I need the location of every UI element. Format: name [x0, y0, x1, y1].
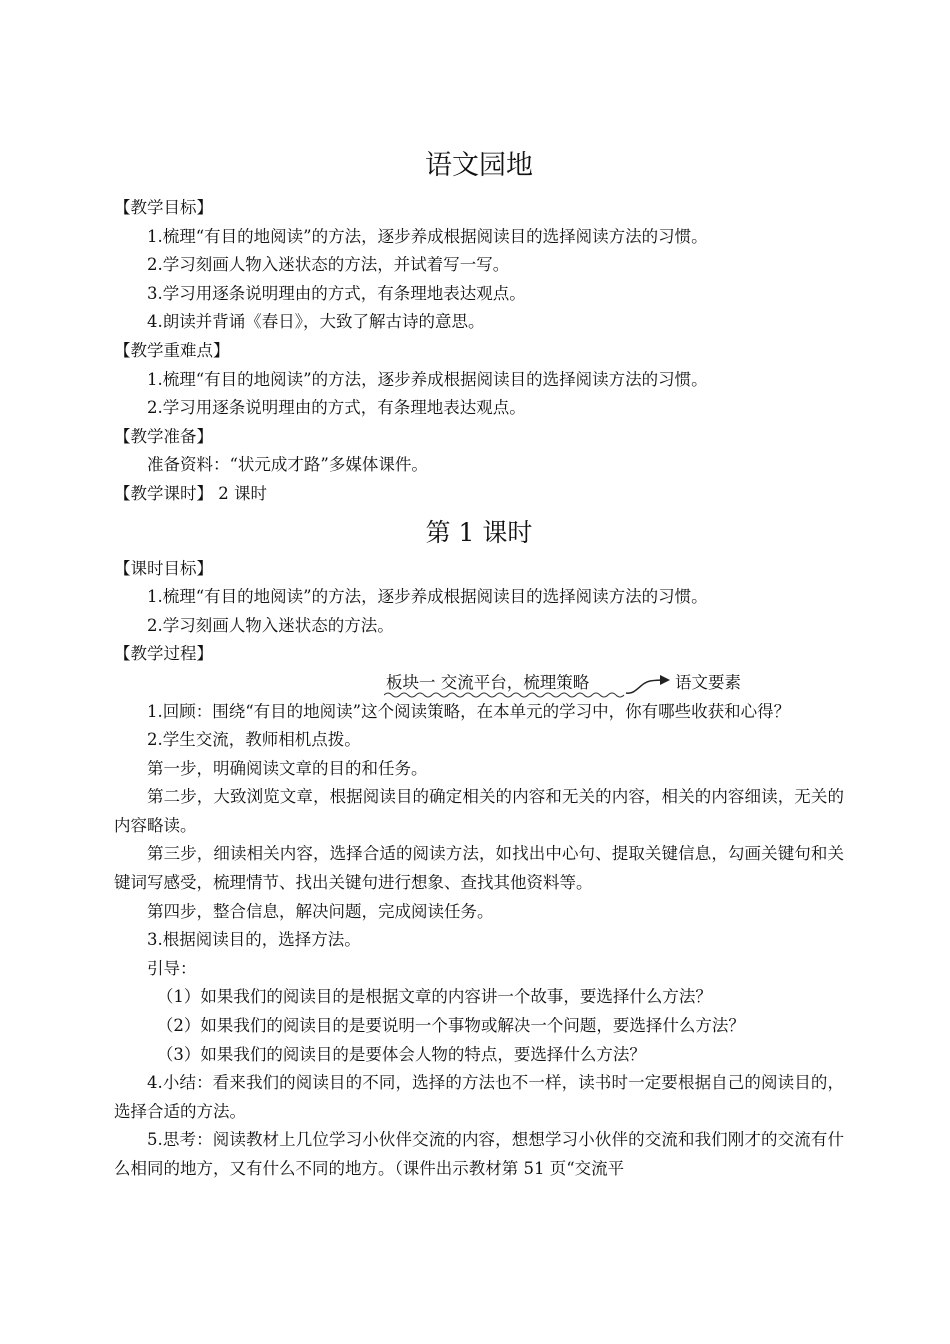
goal-item: 1.梳理“有目的地阅读”的方法，逐步养成根据阅读目的选择阅读方法的习惯。 — [147, 226, 708, 246]
process-paragraph: 第四步，整合信息，解决问题，完成阅读任务。 — [147, 901, 494, 921]
goal-item: 2.学习刻画人物入迷状态的方法，并试着写一写。 — [147, 255, 510, 275]
question-item: （1）如果我们的阅读目的是根据文章的内容讲一个故事，要选择什么方法？ — [156, 987, 712, 1007]
section-heading: 【课时目标】 — [114, 558, 213, 578]
process-paragraph: 1.回顾：围绕“有目的地阅读”这个阅读策略，在本单元的学习中，你有哪些收获和心得？ — [147, 701, 791, 721]
process-paragraph: 第三步，细读相关内容，选择合适的阅读方法，如找出中心句、提取关键信息，勾画关键句和关键词写感受，梳理情节、找出关键句进行想象、查找其他资料等。 — [114, 844, 844, 893]
question-item: （3）如果我们的阅读目的是要体会人物的特点，要选择什么方法？ — [156, 1044, 646, 1064]
key-point-item: 1.梳理“有目的地阅读”的方法，逐步养成根据阅读目的选择阅读方法的习惯。 — [147, 369, 708, 389]
document-page — [114, 140, 844, 1184]
key-point-item: 2.学习用逐条说明理由的方式，有条理地表达观点。 — [147, 398, 526, 418]
section-hours — [114, 480, 844, 509]
process-paragraph: 3.根据阅读目的，选择方法。 — [147, 930, 361, 950]
section-key-points — [114, 337, 844, 423]
section-heading: 【教学准备】 — [114, 426, 213, 446]
hours-value: 2 课时 — [218, 483, 267, 503]
process-paragraph: 引导： — [147, 958, 197, 978]
question-item: （2）如果我们的阅读目的是要说明一个事物或解决一个问题，要选择什么方法？ — [156, 1016, 745, 1036]
preparation-text: 准备资料：“状元成才路”多媒体课件。 — [147, 455, 428, 475]
section-heading: 【教学重难点】 — [114, 340, 230, 360]
lesson-title: 第 1 课时 — [425, 517, 533, 547]
block-tag: 语文要素 — [675, 672, 741, 692]
block-label: 板块一 交流平台，梳理策略 — [386, 672, 590, 692]
goal-item: 3.学习用逐条说明理由的方式，有条理地表达观点。 — [147, 283, 526, 303]
process-paragraph: 2.学生交流，教师相机点拨。 — [147, 730, 361, 750]
document-title: 语文园地 — [425, 150, 533, 181]
process-paragraph: 4.小结：看来我们的阅读目的不同，选择的方法也不一样，读书时一定要根据自己的阅读目的，选择合适的方法。 — [114, 1073, 844, 1121]
process-paragraph: 第一步，明确阅读文章的目的和任务。 — [147, 758, 428, 778]
section-teaching-goals — [114, 194, 844, 337]
section-heading: 【教学课时】 — [114, 483, 213, 503]
process-paragraph: 第二步，大致浏览文章，根据阅读目的确定相关的内容和无关的内容，相关的内容细读，无关的内容略读。 — [114, 787, 844, 835]
wavy-underline — [384, 691, 629, 699]
arrow-icon — [624, 673, 674, 697]
section-preparation — [114, 423, 844, 480]
block-heading-row — [114, 669, 844, 698]
section-teaching-process — [114, 640, 844, 1183]
lesson-goal-item: 1.梳理“有目的地阅读”的方法，逐步养成根据阅读目的选择阅读方法的习惯。 — [147, 587, 708, 607]
goal-item: 4.朗读并背诵《春日》，大致了解古诗的意思。 — [147, 312, 485, 332]
lesson-goal-item: 2.学习刻画人物入迷状态的方法。 — [147, 615, 394, 635]
process-paragraph: 5.思考：阅读教材上几位学习小伙伴交流的内容，想想学习小伙伴的交流和我们刚才的交流有什么相同的地方，又有什么不同的地方。（课件出示教材第 51 页“交流平 — [114, 1130, 844, 1178]
section-lesson-goals — [114, 555, 844, 641]
section-heading: 【教学过程】 — [114, 644, 213, 664]
section-heading: 【教学目标】 — [114, 198, 213, 217]
